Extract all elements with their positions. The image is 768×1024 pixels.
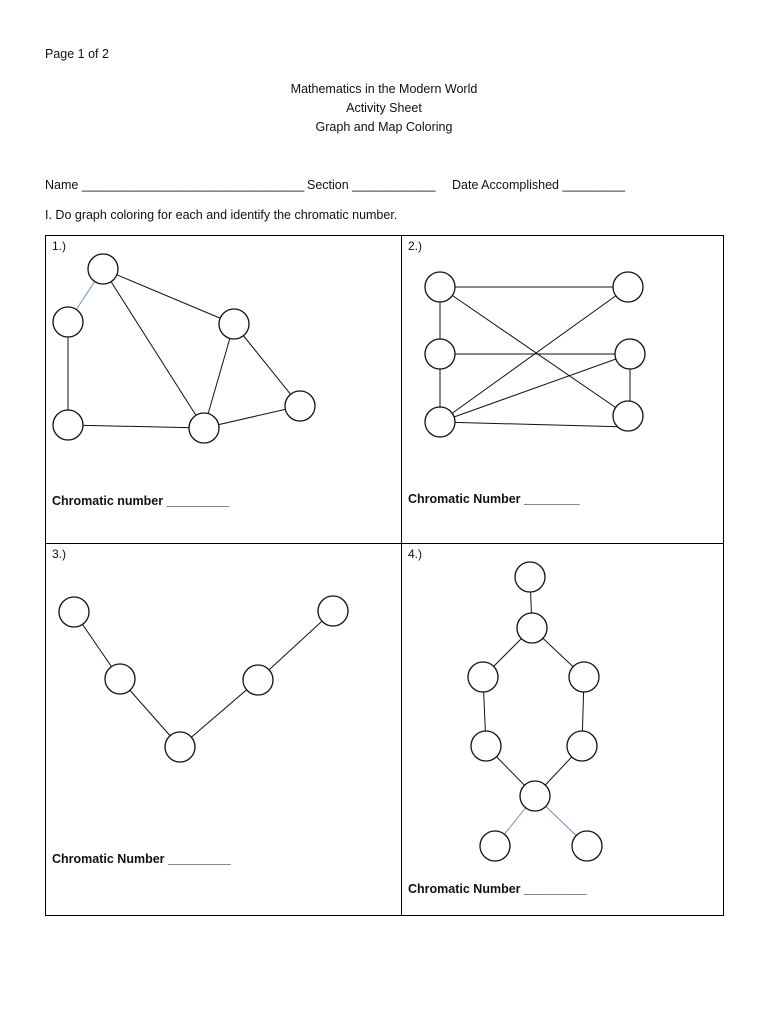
section-field[interactable]: Section ____________ [307, 178, 436, 192]
graph-4-vertex [517, 613, 547, 643]
graph-1-vertex [53, 307, 83, 337]
problem-4-answer-field[interactable]: Chromatic Number _________ [408, 882, 587, 896]
graph-4-vertex [468, 662, 498, 692]
sheet-type: Activity Sheet [346, 101, 422, 115]
graph-4-vertex [572, 831, 602, 861]
graph-4-vertex [520, 781, 550, 811]
course-title: Mathematics in the Modern World [290, 82, 478, 96]
problem-1-number: 1.) [52, 239, 67, 253]
problem-4-number: 4.) [408, 547, 423, 561]
graph-1-edges [68, 269, 300, 428]
graph-3-vertex [59, 597, 89, 627]
graph-1-vertex [53, 410, 83, 440]
graph-2-vertex [425, 339, 455, 369]
graph-3-vertex [243, 665, 273, 695]
graph-4-vertex [567, 731, 597, 761]
graph-4-vertex [471, 731, 501, 761]
graph-2-vertex [613, 272, 643, 302]
graph-4-vertex [515, 562, 545, 592]
graph-3-vertex [318, 596, 348, 626]
graph-4-vertex [480, 831, 510, 861]
graph-2-vertex [425, 407, 455, 437]
graph-1-vertex [219, 309, 249, 339]
problem-2-number: 2.) [408, 239, 423, 253]
problem-3-answer-field[interactable]: Chromatic Number _________ [52, 852, 231, 866]
problem-3-number: 3.) [52, 547, 67, 561]
activity-title: Graph and Map Coloring [315, 120, 453, 134]
page-number: Page 1 of 2 [45, 47, 109, 61]
problem-1-answer-field[interactable]: Chromatic number _________ [52, 494, 230, 508]
problem-2-answer-field[interactable]: Chromatic Number ________ [408, 492, 580, 506]
graph-3-vertex [105, 664, 135, 694]
graph-2-vertex [615, 339, 645, 369]
graph-3-vertex [165, 732, 195, 762]
name-field[interactable]: Name ________________________________ [45, 178, 305, 192]
graph-1-vertex [88, 254, 118, 284]
date-field[interactable]: Date Accomplished _________ [452, 178, 626, 192]
graph-1-vertex [189, 413, 219, 443]
graph-2-vertex [425, 272, 455, 302]
graph-2-edges [440, 287, 630, 427]
instruction-text: I. Do graph coloring for each and identify the chromatic number. [45, 208, 398, 222]
graph-2-vertex [613, 401, 643, 431]
graph-4-vertex [569, 662, 599, 692]
graph-1-vertex [285, 391, 315, 421]
